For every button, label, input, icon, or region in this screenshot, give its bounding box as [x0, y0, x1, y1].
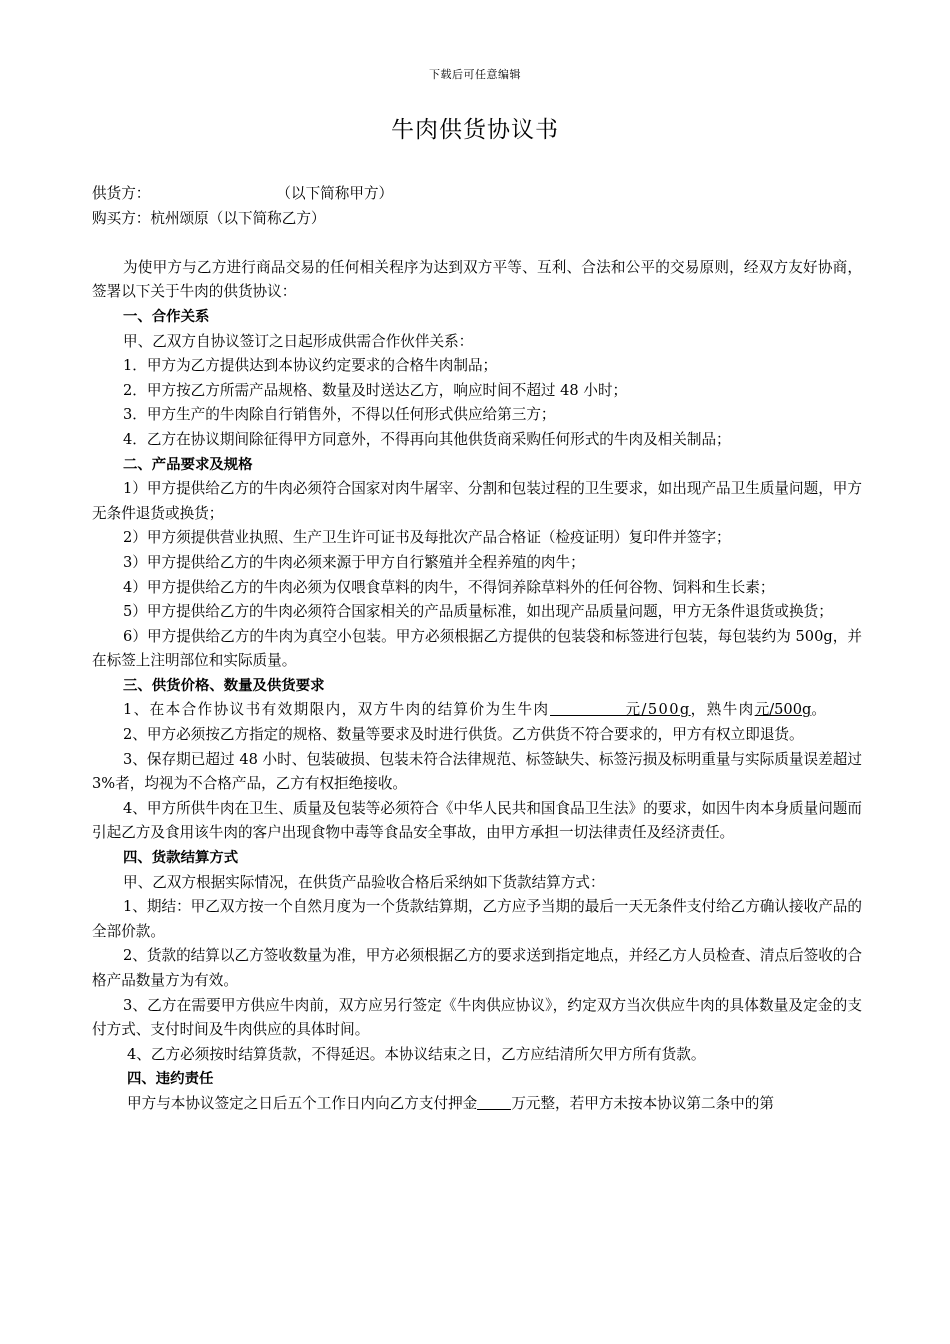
raw-price-blank	[550, 699, 626, 716]
supplier-line	[92, 182, 862, 207]
raw-price-unit: 元/500g	[625, 701, 691, 719]
section-1-item: 2．甲方按乙方所需产品规格、数量及时送达乙方，响应时间不超过 48 小时；	[123, 381, 628, 399]
section-1-lead: 甲、乙双方自协议签订之日起形成供需合作伙伴关系：	[123, 332, 474, 350]
section-1-item: 3．甲方生产的牛肉除自行销售外，不得以任何形式供应给第三方；	[123, 406, 556, 424]
section-3-heading: 三、供货价格、数量及供货要求	[123, 677, 325, 694]
document-body	[92, 182, 862, 1117]
price-text-a: 1、在本合作协议书有效期限内，双方牛肉的结算价为生牛肉	[123, 701, 550, 719]
section-4-item: 4、乙方必须按时结算货款，不得延迟。本协议结束之日，乙方应结清所欠甲方所有货款。	[127, 1045, 706, 1063]
section-4-lead: 甲、乙双方根据实际情况，在供货产品验收合格后采纳如下货款结算方式：	[123, 873, 605, 891]
deposit-text-b: 万元整，若甲方未按本协议第二条中的第	[511, 1094, 774, 1112]
section-2-item: 1）甲方提供给乙方的牛肉必须符合国家对肉牛屠宰、分割和包装过程的卫生要求，如出现产品卫生质量问题，甲方无条件退货或换货；	[92, 480, 862, 522]
section-2-item: 3）甲方提供给乙方的牛肉必须来源于甲方自行繁殖并全程养殖的肉牛；	[123, 553, 585, 571]
section-3-item: 4、甲方所供牛肉在卫生、质量及包装等必须符合《中华人民共和国食品卫生法》的要求，如因牛肉本身质量问题而引起乙方及食用该牛肉的客户出现食物中毒等食品安全事故，由甲方承担一切法律责任及经济责任。	[92, 799, 862, 842]
deposit-blank	[477, 1093, 511, 1110]
section-2-item: 5）甲方提供给乙方的牛肉必须符合国家相关的产品质量标准，如出现产品质量问题，甲方无条件退货或换货；	[123, 603, 833, 621]
section-2-item: 2）甲方须提供营业执照、生产卫生许可证书及每批次产品合格证（检疫证明）复印件并签字；	[123, 529, 731, 547]
buyer-line: 购买方：杭州颂原（以下简称乙方）	[92, 209, 326, 227]
document-title: 牛肉供货协议书	[391, 117, 559, 143]
section-1-item: 4．乙方在协议期间除征得甲方同意外，不得再向其他供货商采购任何形式的牛肉及相关制品；	[123, 430, 731, 448]
section-4-item: 2、货款的结算以乙方签收数量为准，甲方必须根据乙方的要求送到指定地点，并经乙方人员检查、清点后签收的合格产品数量方为有效。	[92, 947, 862, 989]
section-1-heading: 一、合作关系	[123, 308, 210, 325]
section-3-item-1: 1、在本合作协议书有效期限内，双方牛肉的结算价为生牛肉 元/500g，熟牛肉元/500g。	[123, 701, 826, 719]
section-5-heading: 四、违约责任	[127, 1071, 214, 1088]
section-5-text	[92, 1092, 862, 1117]
section-2-heading: 二、产品要求及规格	[123, 456, 253, 473]
section-4-heading: 四、货款结算方式	[123, 850, 239, 867]
supplier-note: （以下简称甲方）	[276, 185, 394, 202]
section-2-item: 6）甲方提供给乙方的牛肉为真空小包装。甲方必须根据乙方提供的包装袋和标签进行包装，每包装约为 500g，并在标签上注明部位和实际质量。	[92, 627, 862, 670]
intro-paragraph: 为使甲方与乙方进行商品交易的任何相关程序为达到双方平等、互利、合法和公平的交易原则，经双方友好协商，签署以下关于牛肉的供货协议：	[92, 258, 862, 301]
cooked-price-unit: 元/500g	[754, 701, 812, 719]
deposit-text-a: 甲方与本协议签定之日后五个工作日内向乙方支付押金	[127, 1094, 478, 1112]
section-3-item: 2、甲方必须按乙方指定的规格、数量等要求及时进行供货。乙方供货不符合要求的，甲方有权立即退货。	[123, 726, 804, 744]
section-3-item: 3、保存期已超过 48 小时、包装破损、包装未符合法律规范、标签缺失、标签污损及标明重量与实际质量误差超过 3%者，均视为不合格产品，乙方有权拒绝接收。	[92, 750, 862, 793]
section-1-item: 1．甲方为乙方提供达到本协议约定要求的合格牛肉制品；	[123, 357, 498, 375]
section-4-item: 1、期结：甲乙双方按一个自然月度为一个货款结算期，乙方应予当期的最后一天无条件支付给乙方确认接收产品的全部价款。	[92, 898, 862, 940]
section-2-item: 4）甲方提供给乙方的牛肉必须为仅喂食草料的肉牛，不得饲养除草料外的任何谷物、饲料和生长素；	[123, 578, 775, 596]
section-4-item: 3、乙方在需要甲方供应牛肉前，双方应另行签定《牛肉供应协议》，约定双方当次供应牛肉的具体数量及定金的支付方式、支付时间及牛肉供应的具体时间。	[92, 996, 862, 1039]
price-text-b: ，熟牛肉	[690, 701, 755, 719]
supplier-label: 供货方：	[92, 185, 151, 202]
page-header: 下载后可任意编辑	[429, 68, 521, 81]
